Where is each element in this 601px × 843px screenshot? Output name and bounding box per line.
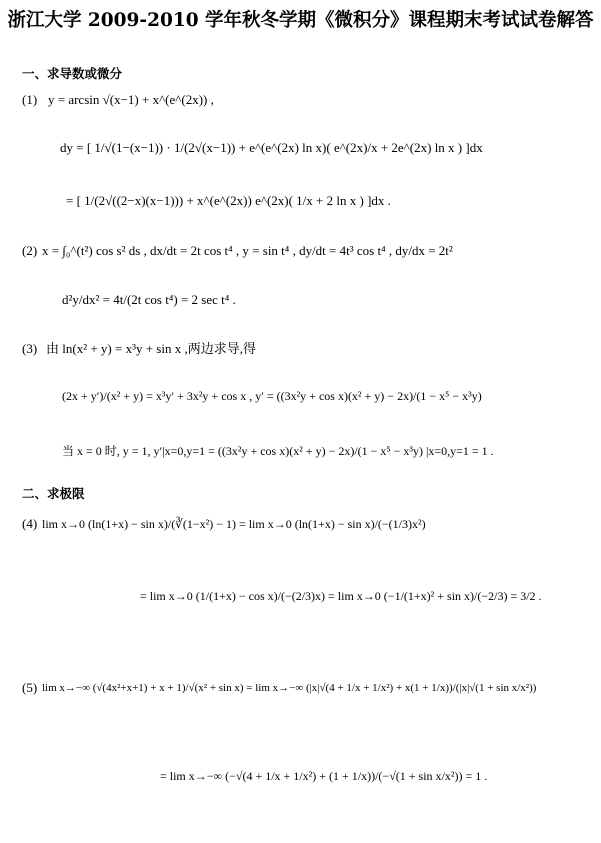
problem-5-step-b: = lim x→−∞ (−√(4 + 1/x + 1/x²) + (1 + 1/x))/(−√(1 + sin x/x²)) = 1 . (160, 769, 488, 783)
problem-5-step-a: lim x→−∞ (√(4x²+x+1) + x + 1)/√(x² + sin x) = lim x→−∞ (|x|√(4 + 1/x + 1/x²) + x(1 + 1/x))/(|x|√(1 + sin x/x²)) (42, 682, 537, 694)
problem-2-label: (2) (22, 243, 38, 258)
problem-4-step-b: = lim x→0 (1/(1+x) − cos x)/(−(2/3)x) = lim x→0 (−1/(1+x)² + sin x)/(−2/3) = 3/2 . (140, 589, 542, 603)
problem-4-label: (4) (22, 516, 38, 531)
problem-1-result: = [ 1/(2√((2−x)(x−1))) + x^(e^(2x)) e^(2x)( 1/x + 2 ln x ) ]dx . (66, 193, 391, 208)
section-heading-limits: 二、求极限 (22, 486, 85, 501)
page-title: 浙江大学 2009-2010 学年秋冬学期《微积分》课程期末考试试卷解答 (7, 10, 594, 31)
problem-2-statement: x = ∫₀^(t²) cos s² ds , dx/dt = 2t cos t⁴ , y = sin t⁴ , dy/dt = 4t³ cos t⁴ , dy/dx = 2t² (42, 243, 453, 258)
problem-3-label: (3) (22, 341, 38, 356)
problem-3-result: 当 x = 0 时, y = 1, y′|x=0,y=1 = ((3x²y + cos x)(x² + y) − 2x)/(1 − x⁵ − x³y) |x=0,y=1 = 1 . (62, 444, 494, 458)
problem-4-step-a: lim x→0 (ln(1+x) − sin x)/(∛(1−x²) − 1) = lim x→0 (ln(1+x) − sin x)/(−(1/3)x²) (42, 517, 426, 531)
problem-3-equation: (2x + y′)/(x² + y) = x³y′ + 3x²y + cos x , y′ = ((3x²y + cos x)(x² + y) − 2x)/(1 − x⁵ − x³y) (62, 389, 482, 403)
problem-1-differential: dy = [ 1/√(1−(x−1)) · 1/(2√(x−1)) + e^(e^(2x) ln x)( e^(2x)/x + 2e^(2x) ln x ) ]dx (60, 140, 483, 155)
section-heading-derivatives: 一、求导数或微分 (22, 66, 123, 81)
problem-2-result: d²y/dx² = 4t/(2t cos t⁴) = 2 sec t⁴ . (62, 292, 236, 307)
problem-5-label: (5) (22, 680, 38, 695)
problem-1-statement: y = arcsin √(x−1) + x^(e^(2x)) , (48, 92, 214, 107)
problem-1-label: (1) (22, 92, 38, 107)
problem-3-statement: 由 ln(x² + y) = x³y + sin x ,两边求导,得 (46, 341, 256, 356)
